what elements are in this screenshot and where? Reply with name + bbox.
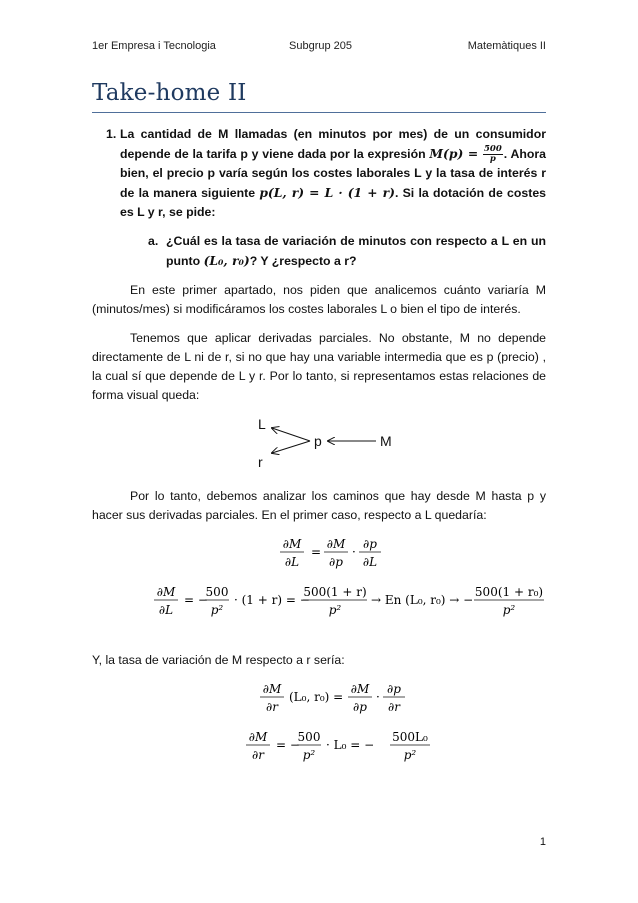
arrow-p-to-L: [272, 428, 310, 441]
eq2-t2-den: p²: [328, 603, 342, 618]
eq1-lhs-num: ∂M: [282, 537, 302, 552]
eq1-dot: ·: [352, 545, 356, 560]
question-a-label: a.: [148, 234, 159, 249]
title-underline: [92, 112, 546, 113]
eq3-f2-num: ∂p: [387, 682, 401, 697]
question-a-point: (L₀, r₀): [203, 253, 250, 269]
eq1-equals: =: [311, 545, 322, 560]
paragraph-3: Por lo tanto, debemos analizar los caminos que hay desde M hasta p y hacer sus derivadas parciales. En el primer caso, respecto a L quedaría:: [92, 489, 546, 523]
question-1-text-a: La cantidad de M llamadas (en minutos por mes) de un consumidor depende de la tarifa p y viene dada por la expresión: [120, 127, 546, 161]
dependency-diagram: [92, 413, 546, 473]
eq2-equals: = −: [184, 593, 208, 608]
question-1: [92, 125, 546, 222]
eq4-factor: · L₀ = −: [326, 738, 375, 753]
eq2-factor: · (1 + r) = −: [234, 593, 310, 608]
question-1-number: 1.: [106, 127, 117, 141]
eq1-lhs-den: ∂L: [284, 555, 300, 570]
equation-expanded-L: [92, 581, 546, 621]
eq2-t3-den: p²: [502, 603, 516, 618]
formula-M-fraction: [483, 145, 503, 164]
fraction-numerator: 500: [484, 144, 502, 155]
page-number: 1: [539, 836, 546, 848]
document-body: [92, 125, 546, 766]
eq2-t2-num: 500(1 + r): [303, 585, 367, 600]
equation-chain-L: [92, 533, 546, 573]
paragraph-r: Y, la tasa de variación de M respecto a r sería:: [92, 653, 345, 668]
header-subject: Matemàtiques II: [467, 40, 546, 52]
equation-chain-r: [92, 678, 546, 718]
eq4-lhs-den: ∂r: [252, 748, 264, 763]
eq1-f2-den: ∂L: [362, 555, 378, 570]
eq1-f1-den: ∂p: [329, 555, 343, 570]
eq3-lhs-num: ∂M: [262, 682, 282, 697]
diagram-node-r: r: [258, 454, 263, 471]
header-course: 1er Empresa i Tecnologia: [92, 40, 216, 52]
eq2-lhs-num: ∂M: [156, 585, 176, 600]
eq4-t2-den: p²: [403, 748, 417, 763]
diagram-node-p: p: [314, 433, 322, 450]
paragraph-2: Tenemos que aplicar derivadas parciales. No obstante, M no depende directamente de L ni de r, si no que hay una variable intermedia que es p (precio) , la cual sí que depende de L y r. Por lo tanto, si representamos estas relaciones de forma visual queda:: [92, 331, 546, 403]
eq3-point: (L₀, r₀) =: [289, 690, 344, 705]
header-group: Subgrup 205: [289, 40, 352, 52]
document-title: Take-home II: [92, 80, 247, 106]
question-a-text-a: ¿Cuál es la tasa de variación de minutos con respecto a L en un punto: [166, 234, 546, 269]
formula-M: M(p) =: [429, 146, 479, 161]
eq3-f2-den: ∂r: [388, 700, 400, 715]
eq3-dot: ·: [376, 690, 380, 705]
equation-expanded-r: [92, 726, 546, 766]
question-a-text-b: ? Y ¿respecto a r?: [249, 254, 357, 269]
question-1-text-b: . Ahora bien, el precio p varía según los costes laborales L y la tasa de interés r de la manera siguiente: [120, 147, 547, 201]
diagram-node-L: L: [258, 416, 266, 433]
eq4-lhs-num: ∂M: [248, 730, 268, 745]
question-a: [92, 232, 546, 271]
eq2-t1-num: 500: [205, 585, 229, 600]
eq1-f1-num: ∂M: [326, 537, 346, 552]
eq4-t1-den: p²: [302, 748, 316, 763]
eq2-lhs-den: ∂L: [158, 603, 174, 618]
question-1-text-c: . Si la dotación de costes es L y r, se pide:: [120, 186, 546, 220]
fraction-denominator: p: [489, 154, 496, 165]
formula-p: p(L, r) = L · (1 + r): [259, 185, 395, 201]
eq3-lhs-den: ∂r: [266, 700, 278, 715]
eq4-t1-num: 500: [297, 730, 321, 745]
eq3-f1-den: ∂p: [353, 700, 367, 715]
eq2-t1-den: p²: [210, 603, 224, 618]
arrow-p-to-r: [272, 441, 310, 453]
eq2-arrow-text: → En (L₀, r₀) → −: [371, 593, 474, 608]
eq4-equals: = −: [276, 738, 300, 753]
eq3-f1-num: ∂M: [350, 682, 370, 697]
eq4-t2-num: 500L₀: [392, 730, 428, 745]
eq1-f2-num: ∂p: [363, 537, 377, 552]
diagram-node-M: M: [380, 433, 392, 450]
paragraph-1: En este primer apartado, nos piden que analicemos cuánto variaría M (minutos/mes) si modificáramos los costes laborales L o bien el tipo de interés.: [92, 283, 546, 317]
eq2-t3-num: 500(1 + r₀): [474, 585, 544, 600]
